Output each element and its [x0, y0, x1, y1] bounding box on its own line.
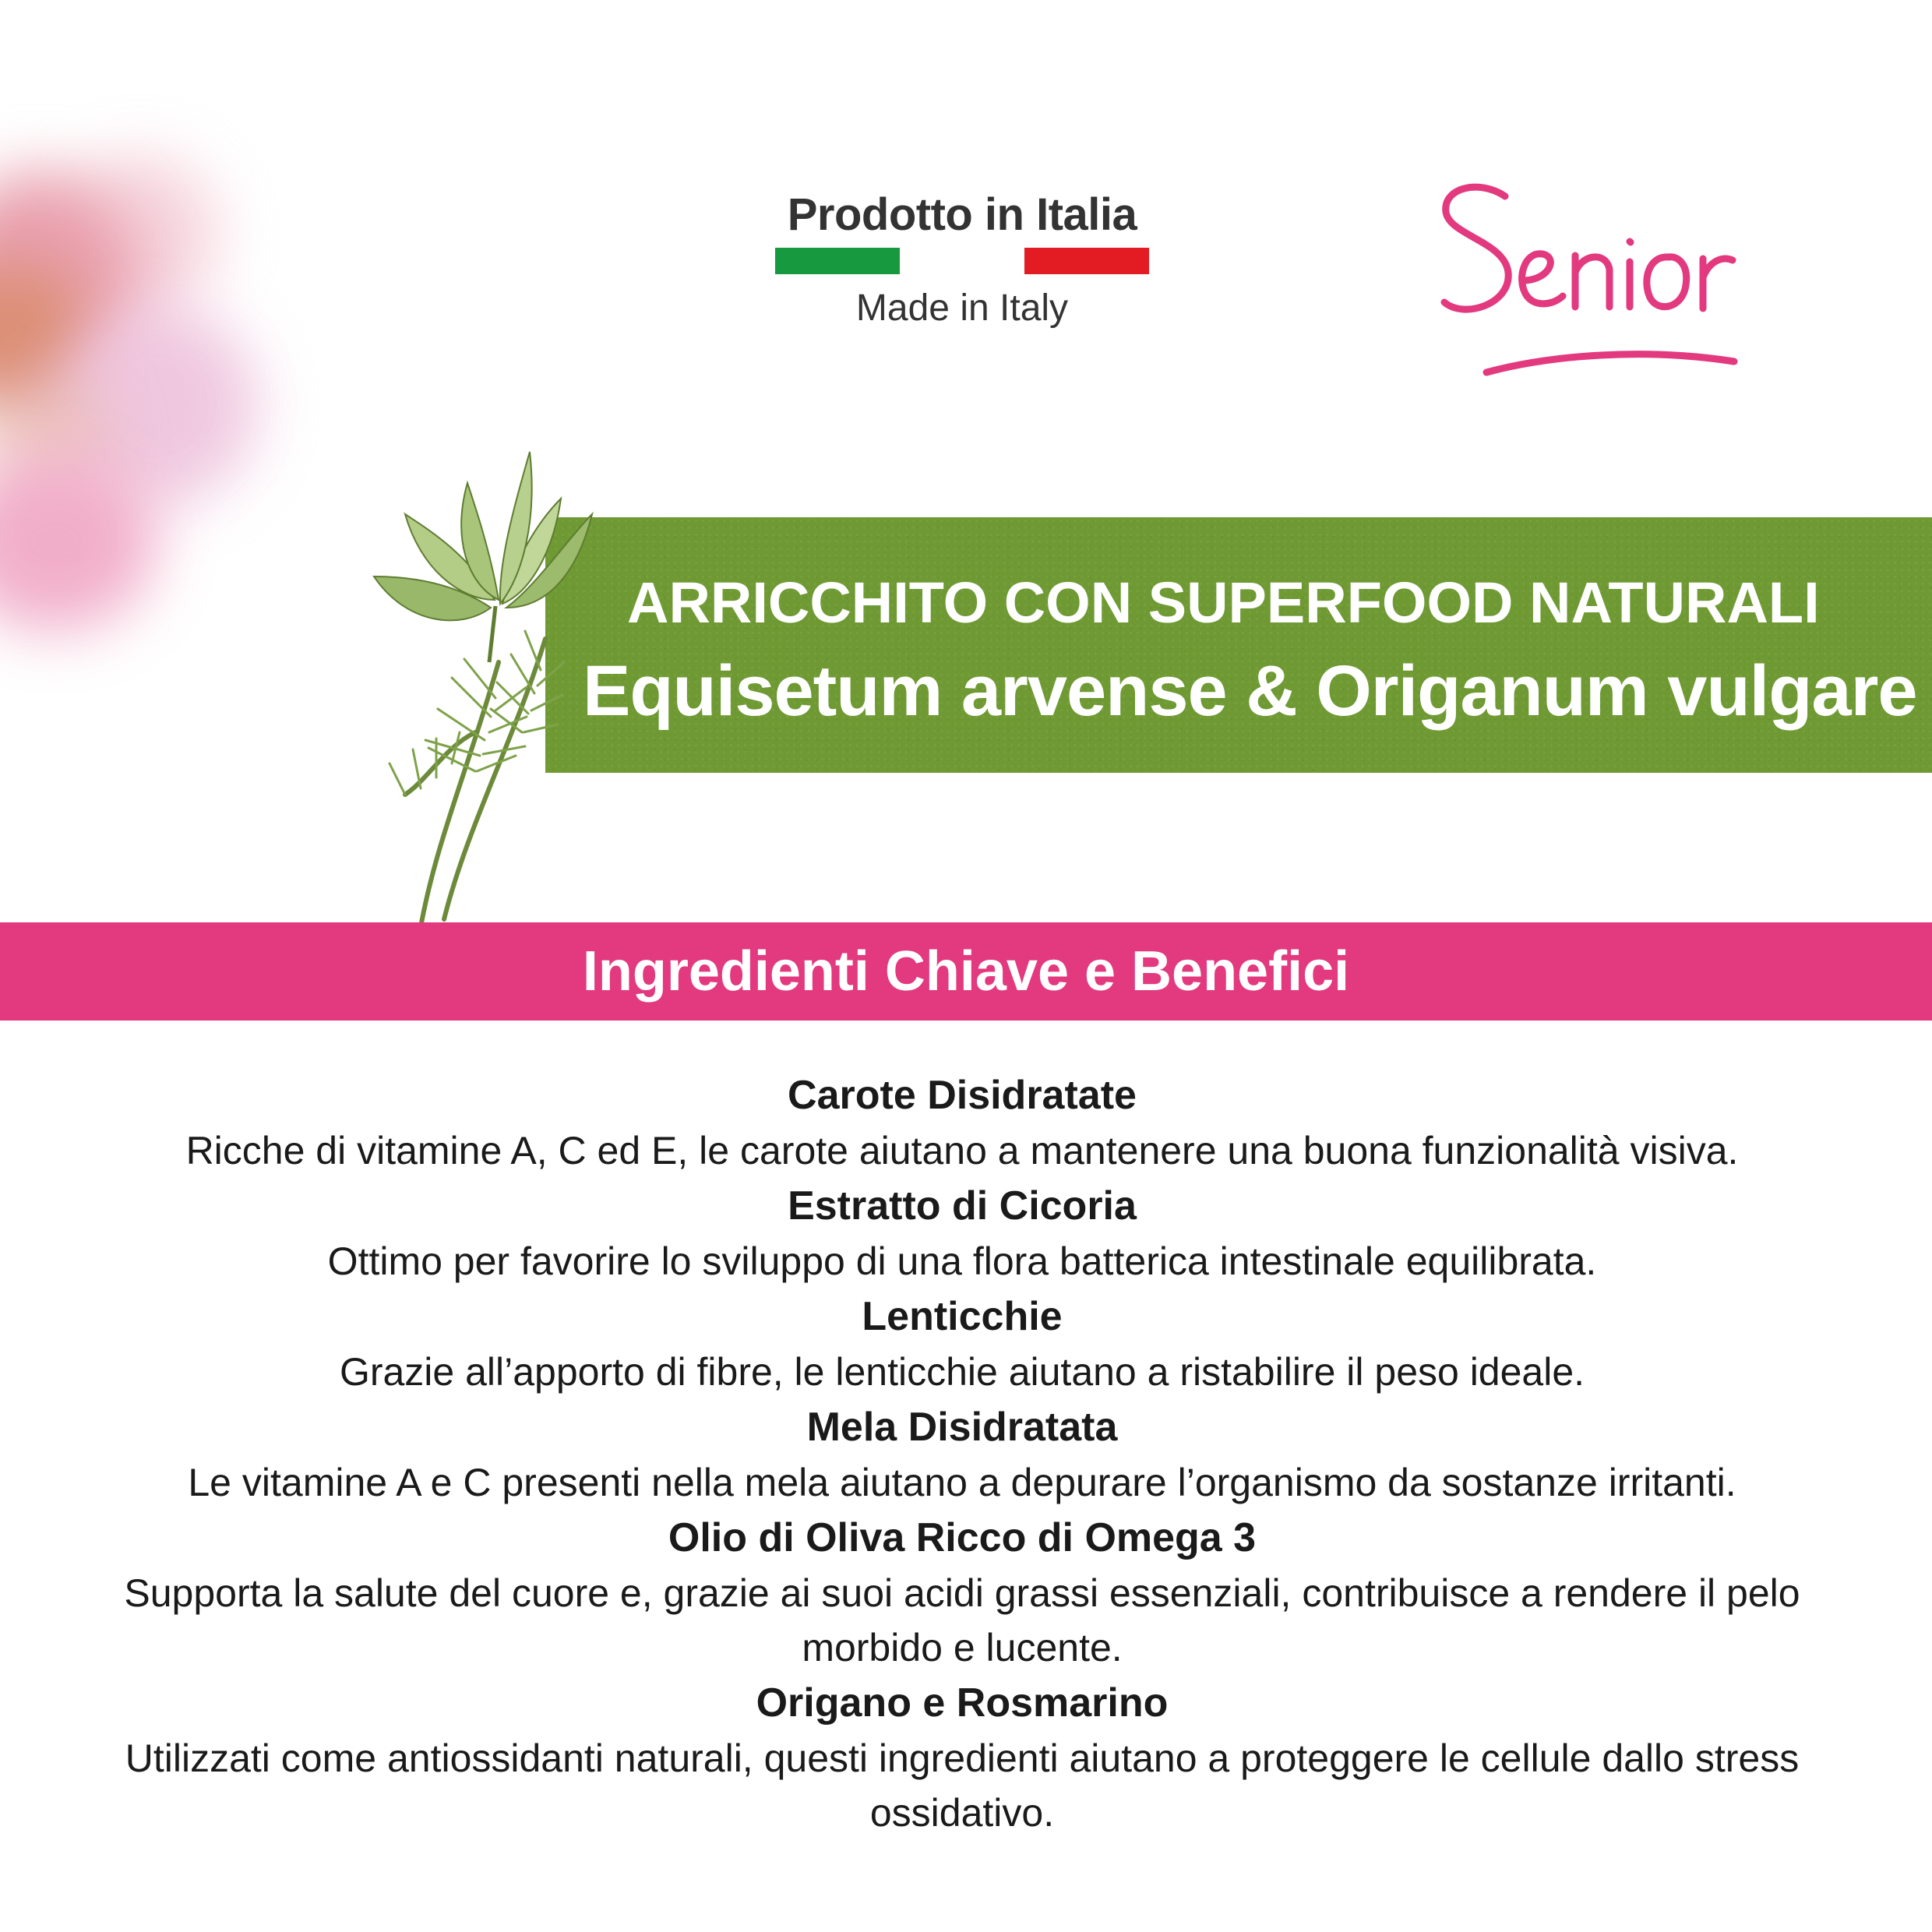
- made-in-title: Prodotto in Italia: [787, 189, 1137, 240]
- ingredient-name: Origano e Rosmarino: [756, 1680, 1169, 1726]
- senior-logo: [1433, 164, 1745, 390]
- ingredient-name: Mela Disidratata: [806, 1405, 1118, 1450]
- flag-red-stripe: [1024, 248, 1149, 274]
- ingredient-item: [78, 1289, 1846, 1399]
- ingredient-description: Grazie all’apporto di fibre, le lenticchie aiutano a ristabilire il peso ideale.: [339, 1350, 1585, 1394]
- ingredient-description: Ottimo per favorire lo sviluppo di una flora batterica intestinale equilibrata.: [327, 1239, 1597, 1283]
- made-in-subtitle: Made in Italy: [855, 287, 1069, 329]
- ingredient-name: Lenticchie: [862, 1294, 1063, 1339]
- ingredient-name: Olio di Oliva Ricco di Omega 3: [668, 1515, 1257, 1560]
- ingredient-description: Ricche di vitamine A, C ed E, le carote aiutano a mantenere una buona funzionalità visiva.: [185, 1129, 1739, 1172]
- banner-botanicals: Equisetum arvense & Origanum vulgare: [583, 651, 1917, 731]
- italian-flag-icon: [775, 248, 1149, 274]
- ingredient-item: [78, 1178, 1846, 1289]
- herbs-illustration: [358, 405, 639, 935]
- flag-green-stripe: [775, 248, 900, 274]
- ingredient-item: [78, 1675, 1846, 1840]
- ingredient-item: [78, 1067, 1846, 1178]
- banner-headline: ARRICCHITO CON SUPERFOOD NATURALI: [627, 570, 1820, 635]
- ingredient-description: Utilizzati come antiossidanti naturali, questi ingredienti aiutano a proteggere le cellule dallo stress ossidativo.: [125, 1736, 1800, 1835]
- ingredient-name: Estratto di Cicoria: [788, 1183, 1137, 1229]
- superfood-banner: [545, 517, 1932, 773]
- ingredient-description: Supporta la salute del cuore e, grazie ai suoi acidi grassi essenziali, contribuisce a rendere il pelo morbido e lucente.: [124, 1571, 1800, 1669]
- flag-white-stripe: [900, 248, 1024, 274]
- ingredient-description: Le vitamine A e C presenti nella mela aiutano a depurare l’organismo da sostanze irritanti.: [188, 1461, 1736, 1504]
- ingredient-item: [78, 1399, 1846, 1510]
- blurred-flower-decoration: [0, 47, 374, 686]
- ingredients-list: [78, 1067, 1846, 1840]
- made-in-italy-badge: [771, 187, 1153, 332]
- ingredient-name: Carote Disidratate: [788, 1073, 1137, 1118]
- ingredient-item: [78, 1510, 1846, 1675]
- section-title: Ingredienti Chiave e Benefici: [582, 940, 1350, 1003]
- section-header: [0, 922, 1932, 1021]
